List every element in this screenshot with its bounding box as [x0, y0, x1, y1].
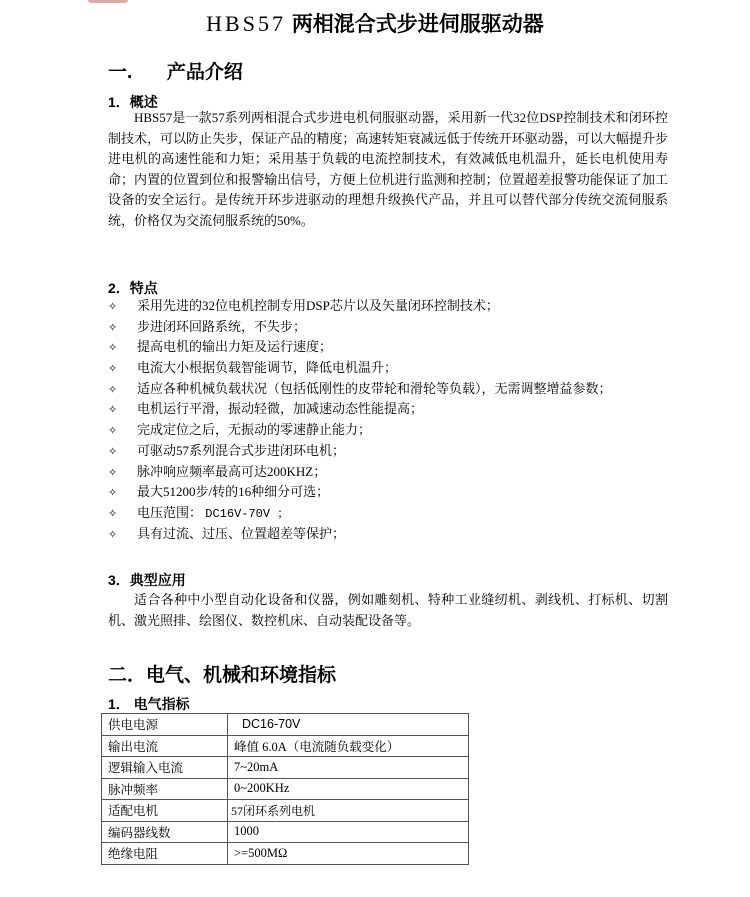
table-row [102, 800, 469, 822]
value-cell: 峰值 6.0A（电流随负载变化） [228, 735, 469, 757]
table-row [102, 735, 469, 757]
applications-paragraph: 适合各种中小型自动化设备和仪器，例如雕刻机、特种工业缝纫机、剥线机、打标机、切割机、激光照排、绘图仪、数控机床、自动装配设备等。 [108, 592, 668, 628]
electrical-heading: 1． 电气指标 [108, 696, 190, 712]
list-item [108, 399, 688, 420]
feature-text: 具有过流、过压、位置超差等保护； [137, 525, 346, 541]
list-item [108, 524, 688, 545]
bullet-icon: ✧ [108, 300, 118, 313]
table-row [102, 821, 469, 843]
feature-text: 适应各种机械负载状况（包括低刚性的皮带轮和滑轮等负载），无需调整增益参数； [137, 380, 612, 396]
list-item [108, 441, 688, 462]
feature-text: 提高电机的输出力矩及运行速度； [137, 339, 333, 355]
feature-text: 电流大小根据负载智能调节，降低电机温升； [137, 360, 398, 376]
bullet-icon: ✧ [108, 362, 118, 376]
document-title [0, 8, 750, 38]
param-cell: 输出电流 [102, 735, 228, 757]
table-row [102, 843, 469, 865]
section-2-heading: 二．电气、机械和环境指标 [108, 665, 337, 686]
list-item [108, 503, 688, 524]
param-cell: 供电电源 [102, 714, 228, 736]
applications-heading: 3．典型应用 [108, 572, 186, 588]
feature-text: 完成定位之后，无振动的零速静止能力； [137, 422, 372, 438]
table-row [102, 757, 469, 779]
list-item [108, 317, 688, 338]
electrical-spec-table [101, 713, 469, 865]
list-item [108, 462, 688, 483]
overview-paragraph: HBS57是一款57系列两相混合式步进电机伺服驱动器，采用新一代32位DSP控制技术和闭环控制技术，可以防止失步，保证产品的精度；高速转矩衰减远低于传统开环驱动器，可以大幅提升步进电机的高速性能和力矩；采用基于负载的电流控制技术，有效减低电机温升，延长电机使用寿命；内置的位置到位和报警输出信号，方便上位机进行监测和控制；位置超差报警功能保证了加工设备的安全运行。是传统开环步进驱动的理想升级换代产品，并且可以替代部分传统交流伺服系统，价格仅为交流伺服系统的50%。 [108, 110, 668, 228]
param-cell: 脉冲频率 [102, 778, 228, 800]
param-cell: 逻辑输入电流 [102, 757, 228, 779]
title-text: 两相混合式步进伺服驱动器 [291, 13, 544, 36]
value-cell: 57闭环系列电机 [228, 800, 469, 822]
bullet-icon: ✧ [108, 424, 118, 438]
bullet-icon: ✧ [108, 444, 118, 458]
param-cell: 绝缘电阻 [102, 843, 228, 865]
section-1-number: 一. [108, 62, 133, 83]
section-1-title: 产品介绍 [166, 62, 243, 83]
value-cell: 0~200KHz [228, 778, 469, 800]
bullet-icon: ✧ [108, 527, 118, 541]
overview-heading: 1．概述 [108, 94, 158, 110]
value-cell: >=500MΩ [228, 843, 469, 865]
title-model: HBS57 [206, 11, 286, 36]
features-list [108, 296, 688, 544]
value-cell: DC16-70V [228, 714, 469, 736]
list-item [108, 296, 688, 317]
list-item [108, 482, 688, 503]
bullet-icon: ✧ [108, 341, 118, 355]
bullet-icon: ✧ [108, 486, 118, 500]
page-corner-mark [88, 0, 128, 3]
feature-text: 可驱动57系列混合式步进闭环电机； [137, 442, 346, 458]
feature-text: 脉冲响应频率最高可达200KHZ； [137, 463, 327, 479]
value-cell: 1000 [228, 821, 469, 843]
param-cell: 编码器线数 [102, 821, 228, 843]
param-cell: 适配电机 [102, 800, 228, 822]
voltage-label: 电压范围： [137, 504, 203, 520]
features-heading: 2．特点 [108, 280, 158, 296]
list-item [108, 379, 688, 400]
list-item [108, 337, 688, 358]
bullet-icon: ✧ [108, 403, 118, 417]
list-item [108, 420, 688, 441]
feature-text: 采用先进的32位电机控制专用DSP芯片以及矢量闭环控制技术； [137, 298, 499, 313]
list-item [108, 358, 688, 379]
table-row [102, 778, 469, 800]
bullet-icon: ✧ [108, 320, 118, 334]
feature-text: 最大51200步/转的16种细分可选； [137, 484, 330, 500]
voltage-value: DC16V-70V ； [205, 506, 290, 521]
bullet-icon: ✧ [108, 465, 118, 479]
value-cell: 7~20mA [228, 757, 469, 779]
bullet-icon: ✧ [108, 382, 118, 396]
feature-text: 电机运行平滑，振动轻微，加减速动态性能提高； [137, 401, 424, 417]
section-1-heading [108, 57, 243, 84]
table-row [102, 714, 469, 736]
bullet-icon: ✧ [108, 506, 118, 520]
feature-text: 步进闭环回路系统，不失步； [137, 318, 307, 334]
